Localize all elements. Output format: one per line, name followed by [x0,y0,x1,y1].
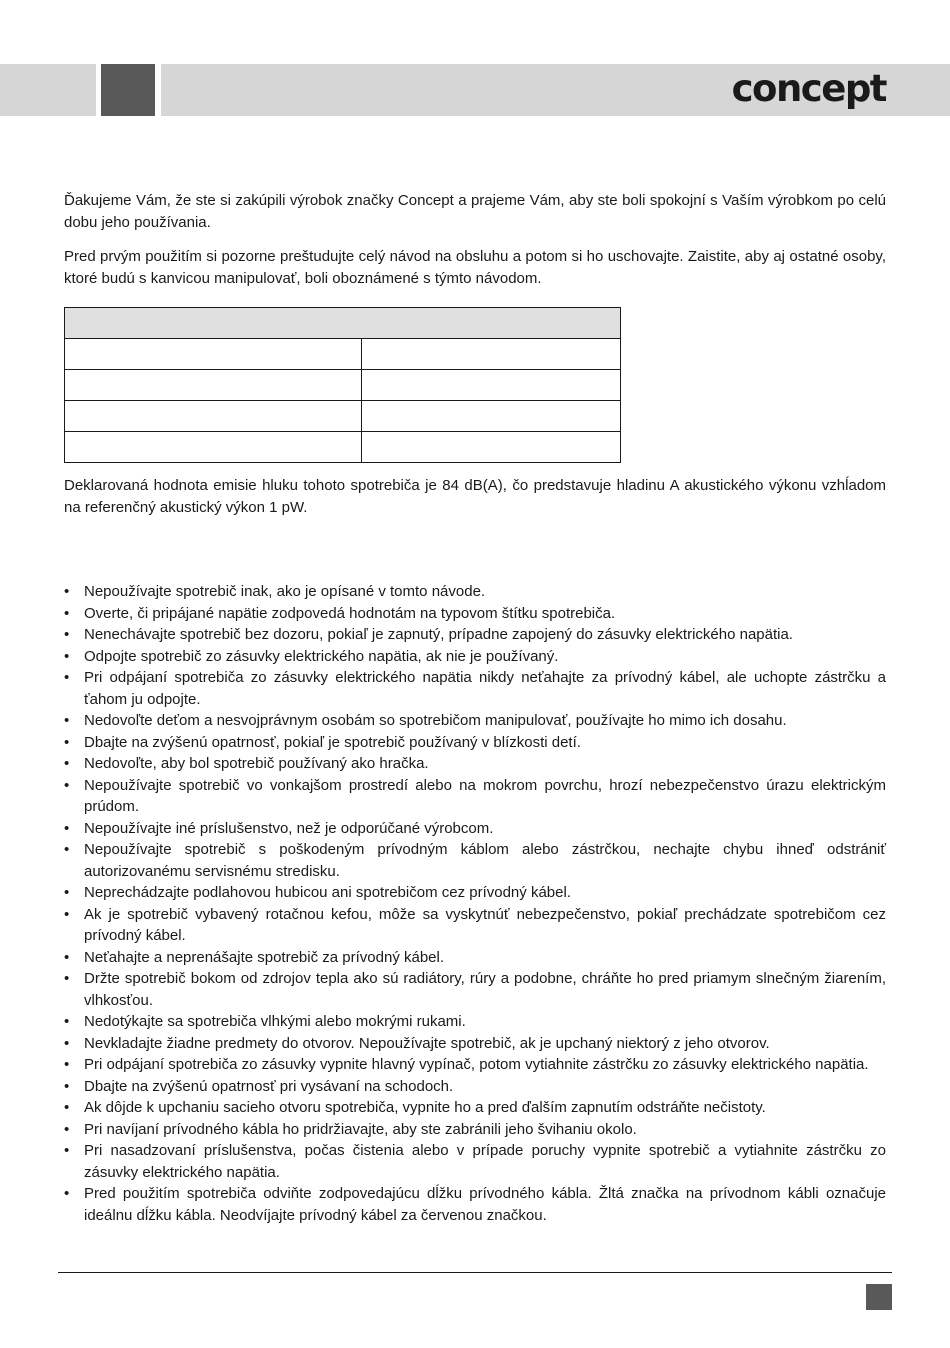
safety-item-text: Pri odpájaní spotrebiča zo zásuvky elektrického napätia nikdy neťahajte za prívodný kábel, ale uchopte zástrčku a ťahom ju odpojte. [84,669,886,708]
concept-logo: concept [731,67,886,110]
bullet-icon: • [64,1185,70,1202]
safety-item [64,1140,886,1183]
safety-item-text: Ak je spotrebič vybavený rotačnou kefou, môže sa vyskytnúť nebezpečenstvo, pokiaľ prechádzate spotrebičom cez prívodný kábel. [84,905,886,944]
spec-cell [65,370,362,401]
safety-item [64,1119,886,1141]
safety-item [64,1076,886,1098]
safety-item [64,1183,886,1226]
header-band-left [0,64,96,116]
spec-cell [362,401,621,432]
spec-cell [65,401,362,432]
safety-item-text: Neprechádzajte podlahovou hubicou ani spotrebičom cez prívodný kábel. [84,884,571,901]
bullet-icon: • [64,712,70,729]
safety-item [64,646,886,668]
spec-table-row [65,370,621,401]
bullet-icon: • [64,819,70,837]
bullet-icon: • [64,733,70,751]
safety-item [64,603,886,625]
spec-cell [65,432,362,463]
safety-item-text: Dbajte na zvýšenú opatrnosť pri vysávaní na schodoch. [84,1077,454,1095]
safety-item-text: Pri nasadzovaní príslušenstva, počas čistenia alebo v prípade poruchy vypnite spotrebič a vytiahnite zástrčku zo zásuvky elektrického napätia. [84,1142,886,1181]
noise-emission-statement: Deklarovaná hodnota emisie hluku tohoto spotrebiča je 84 dB(A), čo predstavuje hladinu A akustického výkonu vzhĺadom na referenčný akustický výkon 1 pW. [64,477,886,516]
bullet-icon: • [64,1120,70,1138]
spec-table-row [65,401,621,432]
safety-item-text: Nepoužívajte spotrebič vo vonkajšom prostredí alebo na mokrom povrchu, hrozí nebezpečenstvo úrazu elektrickým prúdom. [84,776,886,815]
safety-item [64,818,886,840]
safety-item-text: Nepoužívajte spotrebič s poškodeným prívodným káblom alebo zástrčkou, nechajte chybu ihneď odstrániť autorizovanému servisnému stredisku. [84,841,886,880]
spec-table-header-row [65,308,621,339]
safety-item-text: Dbajte na zvýšenú opatrnosť, pokiaľ je spotrebič používaný v blízkosti detí. [84,733,581,751]
spec-table-row [65,339,621,370]
bullet-icon: • [64,583,70,600]
bullet-icon: • [64,1034,70,1052]
safety-item [64,581,886,603]
safety-item-text: Nedotýkajte sa spotrebiča vlhkými alebo mokrými rukami. [84,1013,466,1030]
safety-item-text: Nedovoľte deťom a nesvojprávnym osobám so spotrebičom manipulovať, používajte ho mimo ich dosahu. [84,712,787,729]
bullet-icon: • [64,884,70,901]
safety-item-text: Pred použitím spotrebiča odviňte zodpovedajúcu dĺžku prívodného kábla. Žltá značka na prívodnom kábli označuje ideálnu dĺžku kábla. Neodvíjajte prívodný kábel za červenou značkou. [84,1185,886,1224]
safety-item [64,968,886,1011]
safety-item [64,904,886,947]
safety-item [64,1011,886,1033]
safety-item-text: Ak dôjde k upchaniu sacieho otvoru spotrebiča, vypnite ho a pred ďalším zapnutím odstráňte nečistoty. [84,1099,766,1116]
safety-item-text: Držte spotrebič bokom od zdrojov tepla ako sú radiátory, rúry a podobne, chráňte ho pred priamym slnečným žiarením, vlhkosťou. [84,970,886,1009]
bullet-icon: • [64,604,70,622]
spec-table [64,307,621,463]
spec-cell [65,339,362,370]
safety-item [64,732,886,754]
bullet-icon: • [64,669,70,686]
safety-item [64,1097,886,1119]
bullet-icon: • [64,755,70,772]
bullet-icon: • [64,841,70,858]
bullet-icon: • [64,1077,70,1095]
spec-cell [362,370,621,401]
safety-item-text: Nepoužívajte iné príslušenstvo, než je odporúčané výrobcom. [84,819,494,837]
bullet-icon: • [64,1056,70,1073]
header-section-marker [101,64,155,116]
bullet-icon: • [64,1142,70,1159]
spec-table-row [65,432,621,463]
safety-item [64,667,886,710]
bullet-icon: • [64,776,70,794]
safety-item-text: Neťahajte a neprenášajte spotrebič za prívodný kábel. [84,948,445,966]
spec-cell [362,432,621,463]
safety-item [64,1054,886,1076]
spec-cell [362,339,621,370]
safety-item-text: Odpojte spotrebič zo zásuvky elektrického napätia, ak nie je používaný. [84,647,559,665]
bullet-icon: • [64,905,70,923]
safety-item-text: Nepoužívajte spotrebič inak, ako je opísané v tomto návode. [84,583,486,600]
bullet-icon: • [64,626,70,643]
safety-item [64,775,886,818]
safety-item-text: Nedovoľte, aby bol spotrebič používaný ako hračka. [84,755,429,772]
safety-item-text: Overte, či pripájané napätie zodpovedá hodnotám na typovom štítku spotrebiča. [84,604,616,622]
bullet-icon: • [64,948,70,966]
safety-item [64,1033,886,1055]
bullet-icon: • [64,647,70,665]
footer-page-marker [866,1284,892,1310]
safety-item-text: Pri navíjaní prívodného kábla ho pridržiavajte, aby ste zabránili jeho švihaniu okolo. [84,1120,637,1138]
safety-item [64,947,886,969]
safety-item [64,624,886,646]
safety-item-text: Nevkladajte žiadne predmety do otvorov. Nepoužívajte spotrebič, ak je upchaný niektorý z jeho otvorov. [84,1034,770,1052]
bullet-icon: • [64,970,70,987]
safety-item-text: Nenechávajte spotrebič bez dozoru, pokiaľ je zapnutý, prípadne zapojený do zásuvky elektrického napätia. [84,626,793,643]
page-content [64,190,886,1226]
bullet-icon: • [64,1099,70,1116]
safety-item [64,710,886,732]
safety-instructions-list [64,581,886,1226]
spec-table-header [65,308,621,339]
safety-item [64,882,886,904]
safety-item [64,839,886,882]
intro-paragraph-instructions: Pred prvým použitím si pozorne preštudujte celý návod na obsluhu a potom si ho uschovajte. Zaistite, aby aj ostatné osoby, ktoré budú s kanvicou manipulovať, boli oboznámené s týmto návodom. [64,248,886,287]
bullet-icon: • [64,1013,70,1030]
safety-item-text: Pri odpájaní spotrebiča zo zásuvky vypnite hlavný vypínač, potom vytiahnite zástrčku zo zásuvky elektrického napätia. [84,1056,869,1073]
footer-rule [58,1272,892,1273]
safety-item [64,753,886,775]
intro-paragraph-thanks: Ďakujeme Vám, že ste si zakúpili výrobok značky Concept a prajeme Vám, aby ste boli spokojní s Vaším výrobkom po celú dobu jeho používania. [64,192,886,231]
